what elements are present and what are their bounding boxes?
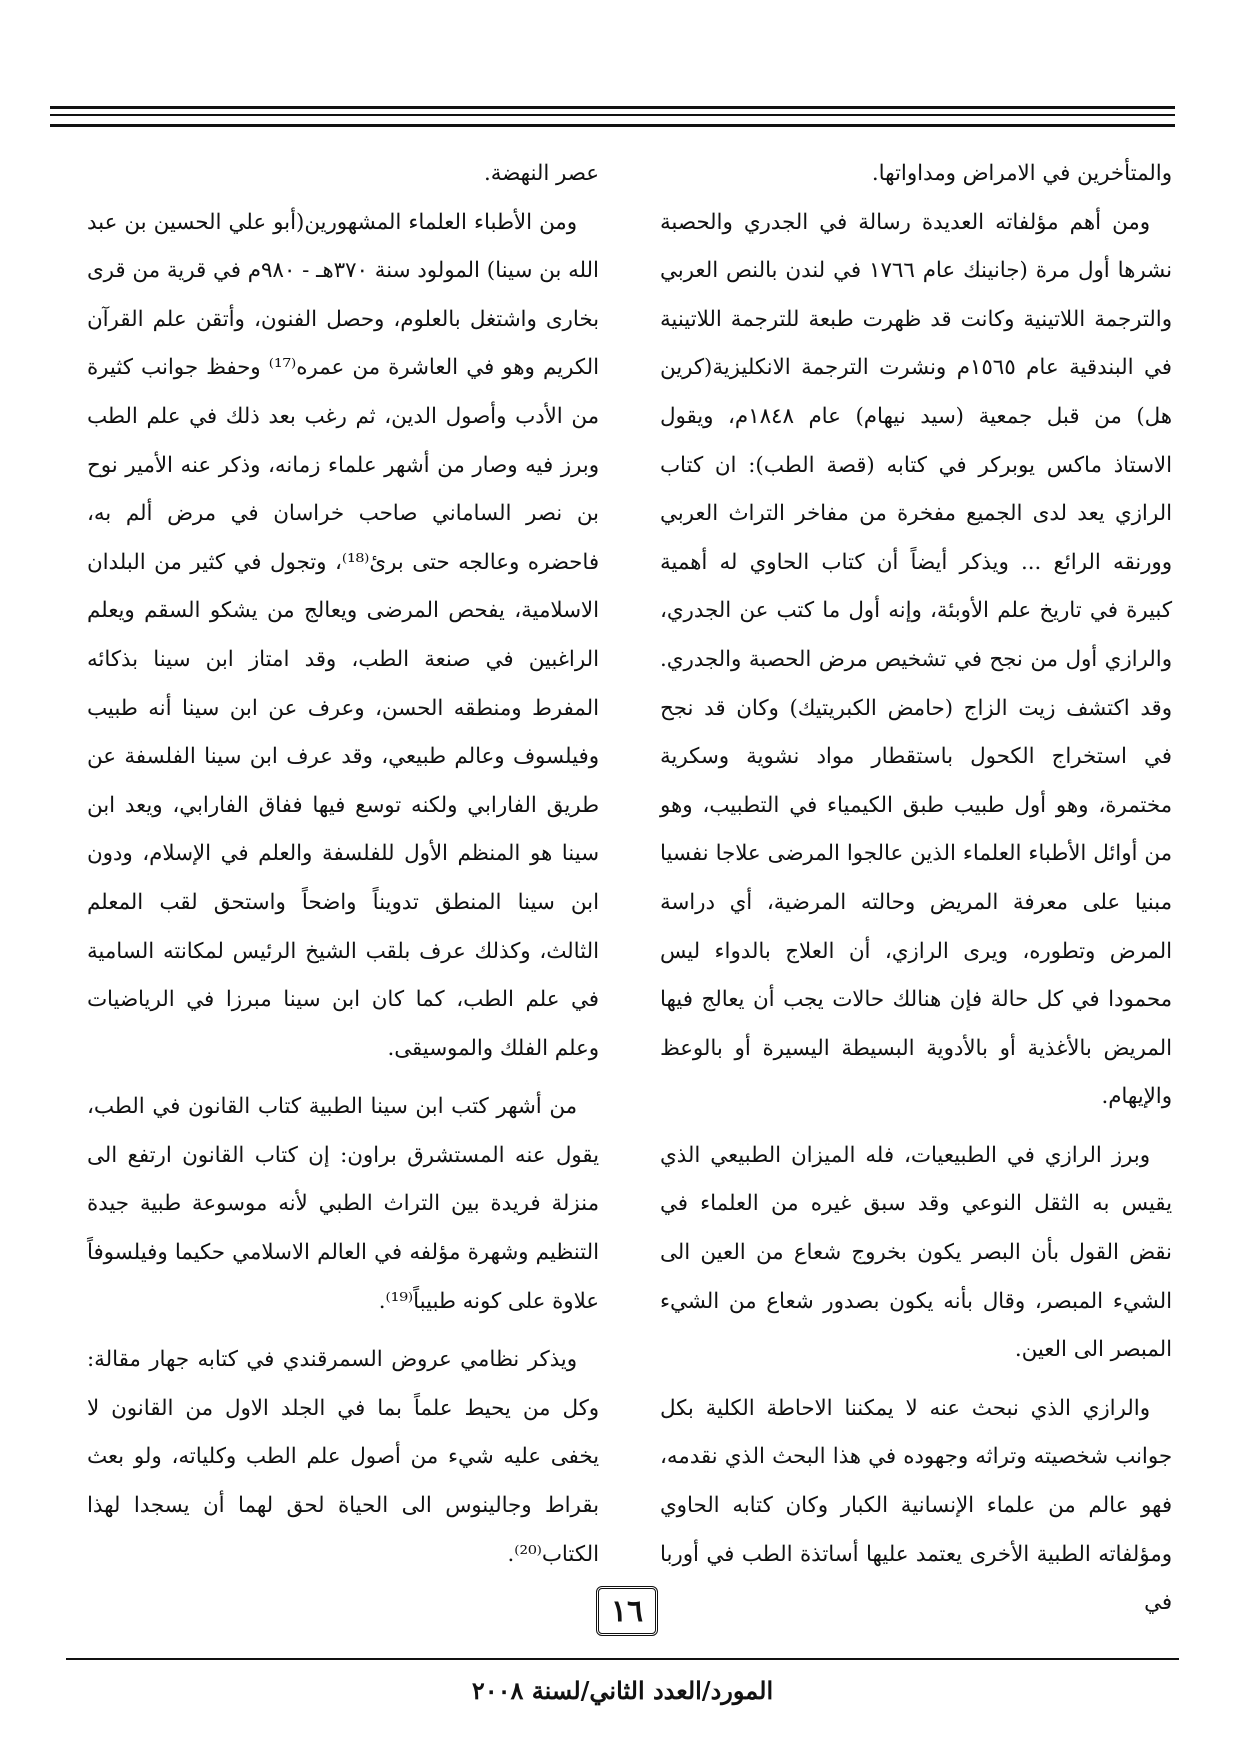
- paragraph-razi-works: ومن أهم مؤلفاته العديدة رسالة في الجدري والحصبة نشرها أول مرة (جانينك عام ١٧٦٦ في لندن بالنص العربي والترجمة اللاتينية وكانت قد ظهرت طبعة للترجمة اللاتينية في البندقية عام ١٥٦٥م ونشرت الترجمة الانكليزية(كرين هل) من قبل جمعية (سيد نيهام) عام ١٨٤٨م، ويقول الاستاذ ماكس يوبركر في كتابه (قصة الطب): ان كتاب الرازي يعد لدى الجميع مفخرة من مفاخر التراث العربي وورنقه الرائع ... ويذكر أيضاً أن كتاب الحاوي له أهمية كبيرة في تاريخ علم الأوبئة، وإنه أول ما كتب عن الجدري، والرازي أول من نجح في تشخيص مرض الحصبة والجدري. وقد اكتشف زيت الزاج (حامض الكبريتيك) وكان قد نجح في استخراج الكحول باستقطار مواد نشوية وسكرية مختمرة، وهو أول طبيب طبق الكيمياء في التطبيب، وهو من أوائل الأطباء العلماء الذين عالجوا المرضى علاجا نفسيا مبنيا على معرفة المريض وحالته المرضية، أي دراسة المرض وتطوره، ويرى الرازي، أن العلاج بالدواء ليس محمودا في كل حالة فإن هنالك حالات يجب أن يعالج فيها المريض بالأغذية أو بالأدوية البسيطة اليسيرة أو بالوعظ والإيهام.: [660, 209, 1173, 1110]
- header-rule-top: [50, 106, 1175, 109]
- paragraph-canon: من أشهر كتب ابن سينا الطبية كتاب القانون في الطب، يقول عنه المستشرق براون: إن كتاب القانون ارتفع الى منزلة فريدة بين التراث الطبي لأنه موسوعة طبية جيدة التنظيم وشهرة مؤلفه في العالم الاسلامي حكيما وفيلسوفاً علاوة على كونه طبيباً⁽¹⁹⁾.: [87, 1094, 599, 1314]
- paragraph-razi-physics: وبرز الرازي في الطبيعيات، فله الميزان الطبيعي الذي يقيس به الثقل النوعي وقد سبق غيره من العلماء في نقض القول بأن البصر يكون بخروج شعاع من العين الى الشيء المبصر، وقال بأنه يكون بصدور شعاع من الشيء المبصر الى العين.: [660, 1142, 1172, 1363]
- left-text-column: [87, 150, 599, 1579]
- header-rule-bottom: [50, 124, 1175, 127]
- paragraph-ending-previous: والمتأخرين في الامراض ومداواتها.: [871, 161, 1172, 186]
- paragraph-samarqandi: ويذكر نظامي عروض السمرقندي في كتابه جهار مقالة: وكل من يحيط علماً بما في الجلد الاول من القانون لا يخفى عليه شيء من أصول علم الطب وكلياته، ولو بعث بقراط وجالينوس الى الحياة لحق لهما أن يسجدا لهذا الكتاب⁽²⁰⁾.: [87, 1347, 599, 1567]
- paragraph-ibn-sina: ومن الأطباء العلماء المشهورين(أبو علي الحسين بن عبد الله بن سينا) المولود سنة ٣٧٠هـ - ٩٨٠م في قرية من قرى بخارى واشتغل بالعلوم، وحصل الفنون، وأتقن علم القرآن الكريم وهو في العاشرة من عمره⁽¹⁷⁾ وحفظ جوانب كثيرة من الأدب وأصول الدين، ثم رغب بعد ذلك في علم الطب وبرز فيه وصار من أشهر علماء زمانه، وذكر عنه الأمير نوح بن نصر الساماني صاحب خراسان في مرض ألم به، فاحضره وعالجه حتى برئ⁽¹⁸⁾، وتجول في كثير من البلدان الاسلامية، يفحص المرضى ويعالج من يشكو السقم ويعلم الراغبين في صنعة الطب، وقد امتاز ابن سينا بذكائه المفرط ومنطقه الحسن، وعرف عن ابن سينا أنه طبيب وفيلسوف وعالم طبيعي، وقد عرف ابن سينا الفلسفة عن طريق الفارابي ولكنه توسع فيها ففاق الفارابي، ويعد ابن سينا هو المنظم الأول للفلسفة والعلم في الإسلام، ودون ابن سينا المنطق تدويناً واضحاً واستحق لقب المعلم الثالث، وكذلك عرف بلقب الشيخ الرئيس لمكانته السامية في علم الطب، كما كان ابن سينا مبرزا في الرياضيات وعلم الفلك والموسيقى.: [87, 209, 599, 1061]
- paragraph-razi-legacy: والرازي الذي نبحث عنه لا يمكننا الاحاطة الكلية بكل جوانب شخصيته وتراثه وجهوده في هذا البحث الذي نقدمه، فهو عالم من علماء الإنسانية الكبار وكان كتابه الحاوي ومؤلفاته الطبية الأخرى يعتمد عليها أساتذة الطب في أوربا في: [660, 1395, 1172, 1616]
- footer-rule: [66, 1658, 1179, 1660]
- page-number: ١٦: [596, 1586, 658, 1636]
- paragraph-renaissance: عصر النهضة.: [483, 161, 599, 186]
- header-rule-middle: [50, 114, 1175, 116]
- right-text-column: [660, 150, 1172, 1628]
- footer-journal-issue: المورد/العدد الثاني/لسنة ٢٠٠٨: [471, 1676, 774, 1705]
